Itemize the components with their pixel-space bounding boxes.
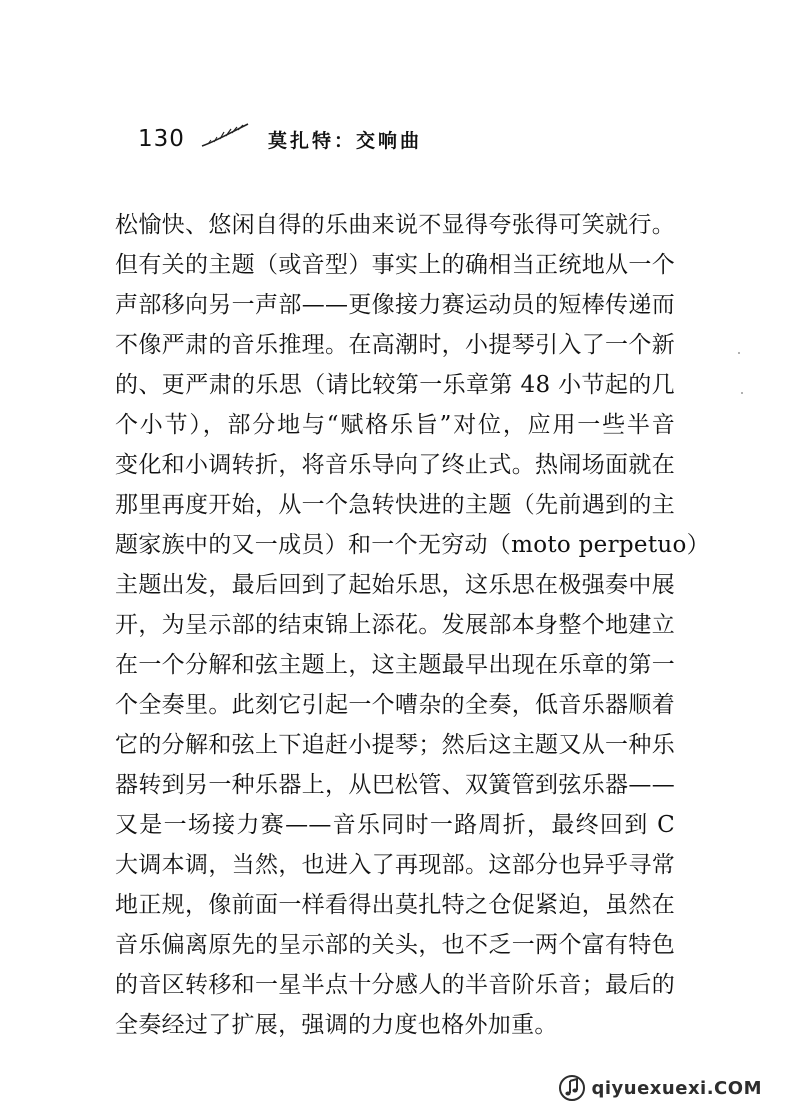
text-line: 它的分解和弦上下追赶小提琴；然后这主题又从一种乐 [115,732,675,758]
text-line: 音乐偏离原先的呈示部的关头，也不乏一两个富有特色 [115,932,675,958]
running-title: 莫扎特：交响曲 [268,130,423,152]
text-line: 地正规，像前面一样看得出莫扎特之仓促紧迫，虽然在 [115,892,675,918]
watermark-text: qiyuexuexi.COM [591,1077,762,1099]
text-line: 声部移向另一声部——更像接力赛运动员的短棒传递而 [115,292,675,318]
scan-speck [741,392,743,394]
text-line: 又是一场接力赛——音乐同时一路周折，最终回到 C [115,812,675,838]
text-line: 松愉快、悠闲自得的乐曲来说不显得夸张得可笑就行。 [115,212,675,238]
text-line: 的、更严肃的乐思（请比较第一乐章第 48 小节起的几 [115,372,675,398]
scan-speck [738,352,740,354]
text-line: 个小节），部分地与“赋格乐旨”对位，应用一些半音 [115,412,675,438]
text-line: 的音区转移和一星半点十分感人的半音阶乐音；最后的 [115,972,675,998]
text-line: 变化和小调转折，将音乐导向了终止式。热闹场面就在 [115,452,675,478]
text-line: 开，为呈示部的结束锦上添花。发展部本身整个地建立 [115,612,675,638]
text-line: 那里再度开始，从一个急转快进的主题（先前遇到的主 [115,492,675,518]
text-line: 器转到另一种乐器上，从巴松管、双簧管到弦乐器—— [115,772,675,798]
text-line: 不像严肃的音乐推理。在高潮时，小提琴引入了一个新 [115,332,675,358]
text-line: 主题出发，最后回到了起始乐思，这乐思在极强奏中展 [115,572,675,598]
text-line: 但有关的主题（或音型）事实上的确相当正统地从一个 [115,252,675,278]
quill-ornament-icon [200,122,250,148]
text-line: 个全奏里。此刻它引起一个嘈杂的全奏，低音乐器顺着 [115,692,675,718]
watermark [558,1074,763,1102]
text-line: 在一个分解和弦主题上，这主题最早出现在乐章的第一 [115,652,675,678]
page-header [138,122,698,156]
text-line: 大调本调，当然，也进入了再现部。这部分也异乎寻常 [115,852,675,878]
text-line: 题家族中的又一成员）和一个无穷动（moto perpetuo） [115,532,710,558]
music-note-logo-icon [558,1074,586,1102]
page-number: 130 [138,126,185,152]
text-line: 全奏经过了扩展，强调的力度也格外加重。 [115,1012,558,1038]
body-text [115,205,710,1045]
